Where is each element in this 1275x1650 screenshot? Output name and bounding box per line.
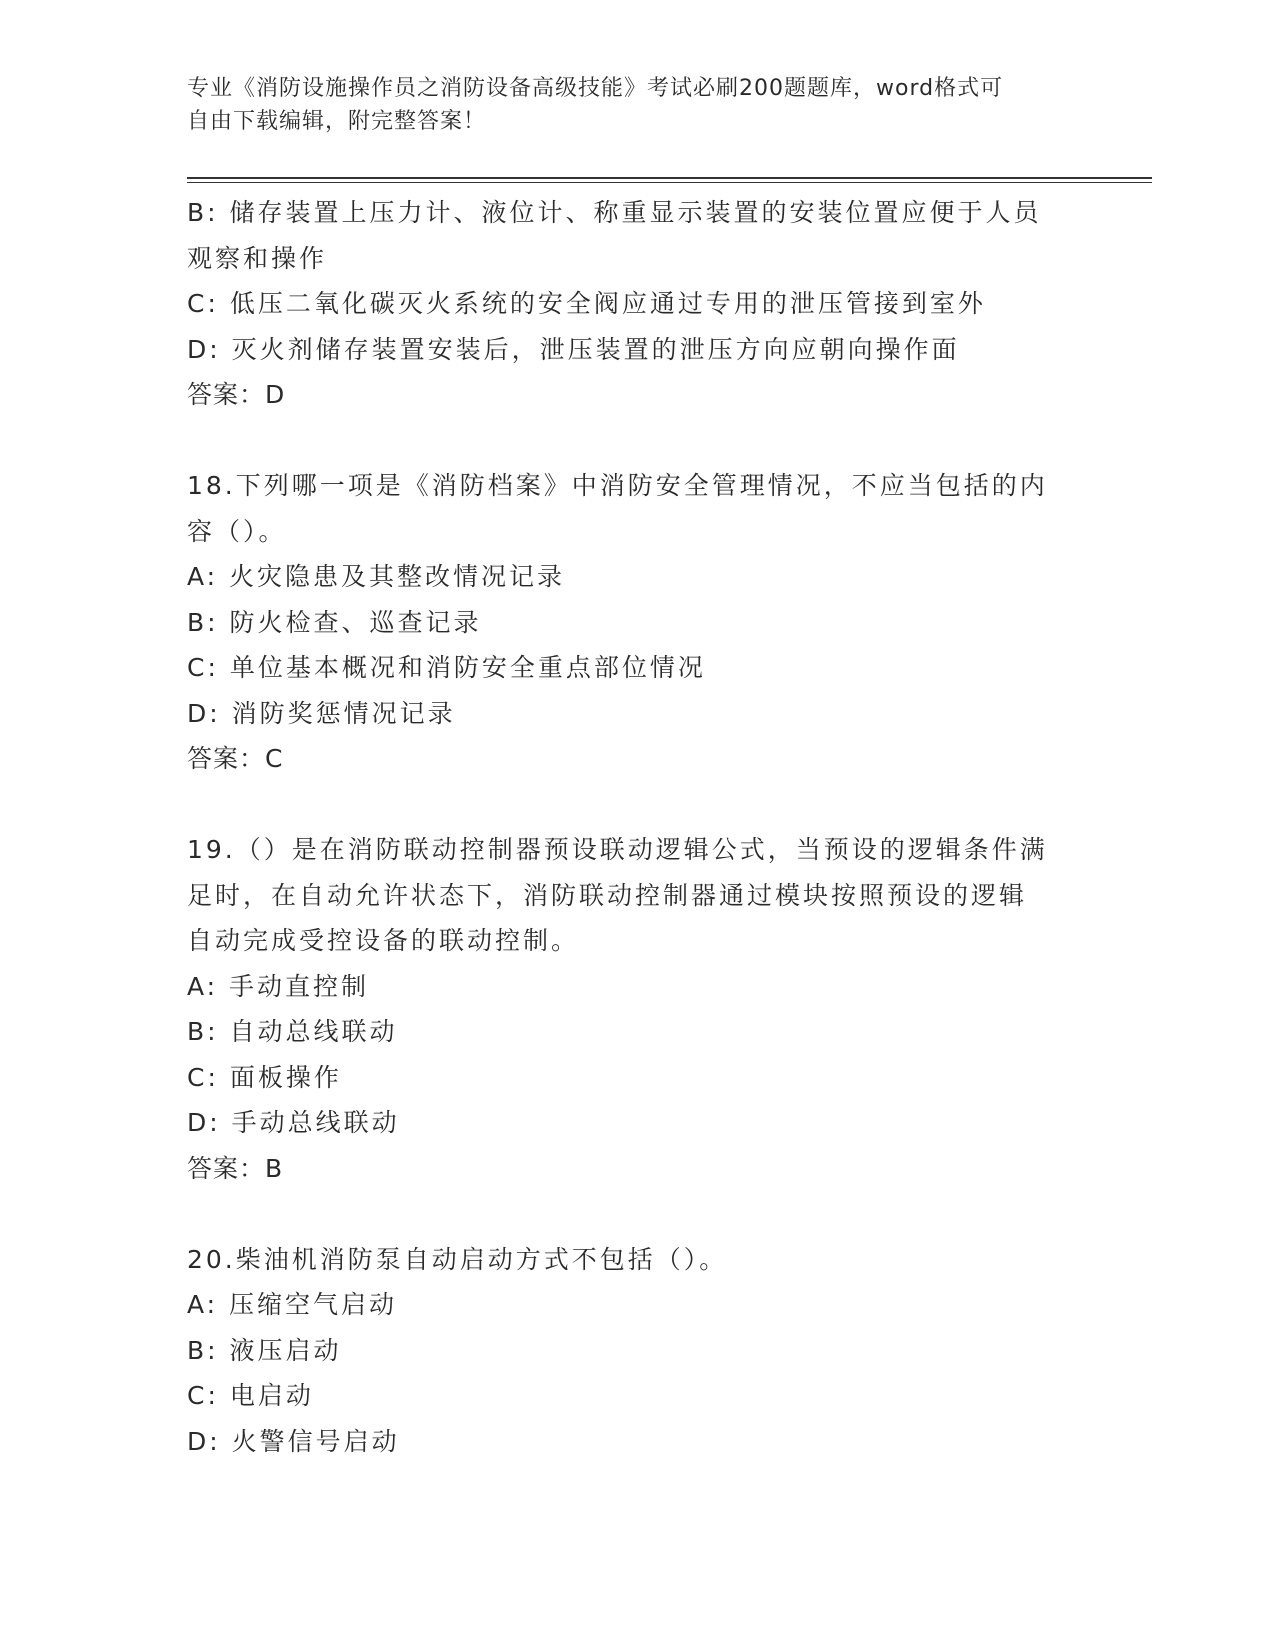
option-c: C: 面板操作 — [187, 1062, 342, 1092]
option-c: C: 电启动 — [187, 1381, 314, 1410]
option-c: C: 单位基本概况和消防安全重点部位情况 — [187, 653, 706, 682]
option-b-continued: 观察和操作 — [187, 243, 328, 273]
question-stem: 18.下列哪一项是《消防档案》中消防安全管理情况，不应当包括的内 — [187, 471, 1048, 500]
header-line-2: 自由下载编辑，附完整答案！ — [187, 109, 487, 134]
header-line-1: 专业《消防设施操作员之消防设备高级技能》考试必刷200题题库，word格式可 — [187, 76, 1004, 101]
option-a: A: 压缩空气启动 — [187, 1290, 398, 1319]
question-stem-continued: 容（）。 — [187, 516, 287, 546]
answer: 答案：B — [187, 1153, 284, 1183]
option-b: B: 防火检查、巡查记录 — [187, 607, 482, 637]
option-d: D: 消防奖惩情况记录 — [187, 698, 456, 728]
answer: 答案：C — [187, 744, 284, 773]
answer: 答案：D — [187, 380, 286, 409]
question-stem: 20.柴油机消防泵自动启动方式不包括（）。 — [187, 1244, 728, 1274]
document-header — [187, 72, 1067, 138]
option-a: A: 火灾隐患及其整改情况记录 — [187, 562, 566, 591]
question-18 — [187, 463, 1087, 782]
option-c: C: 低压二氧化碳灭火系统的安全阀应通过专用的泄压管接到室外 — [187, 289, 986, 318]
option-d: D: 灭火剂储存装置安装后，泄压装置的泄压方向应朝向操作面 — [187, 334, 960, 364]
option-b: B: 自动总线联动 — [187, 1017, 398, 1046]
question-stem: 19.（）是在消防联动控制器预设联动逻辑公式，当预设的逻辑条件满 — [187, 835, 1048, 864]
header-rule-thin — [187, 182, 1152, 183]
option-b: B: 液压启动 — [187, 1335, 342, 1365]
option-d: D: 火警信号启动 — [187, 1426, 400, 1456]
option-a: A: 手动直控制 — [187, 971, 370, 1001]
question-stem-continued: 足时，在自动允许状态下，消防联动控制器通过模块按照预设的逻辑 — [187, 880, 1028, 910]
question-19 — [187, 827, 1087, 1191]
question-content — [187, 190, 1087, 1464]
question-stem-continued-2: 自动完成受控设备的联动控制。 — [187, 926, 580, 955]
question-17-tail — [187, 190, 1087, 418]
option-b: B: 储存装置上压力计、液位计、称重显示装置的安装位置应便于人员 — [187, 198, 1042, 227]
option-d: D: 手动总线联动 — [187, 1108, 400, 1137]
question-20 — [187, 1237, 1087, 1465]
header-rule-thick — [187, 177, 1152, 179]
